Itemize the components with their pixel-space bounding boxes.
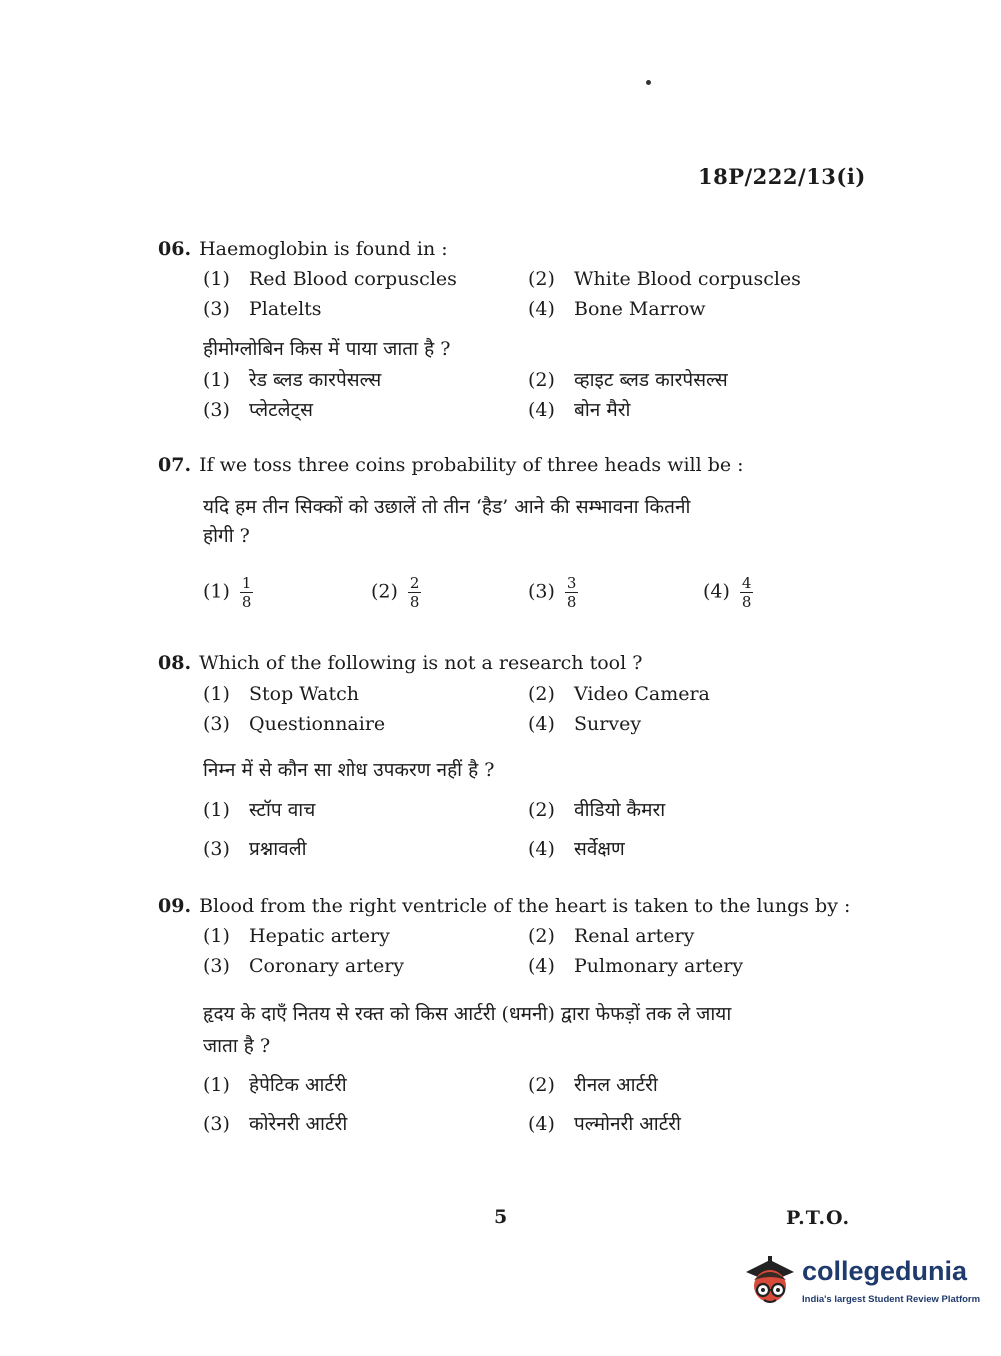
question-text-hi: हीमोग्लोबिन किस में पाया जाता है ? xyxy=(203,338,451,360)
stray-dot xyxy=(646,80,651,85)
question-text-hi-line1: हृदय के दाएँ नितय से रक्त को किस आर्टरी (धमनी) द्वारा फेफड़ों तक ले जाया xyxy=(203,1003,732,1025)
option-hi-1: (1) हेपेटिक आर्टरी xyxy=(203,1074,347,1096)
question-text-en: Blood from the right ventricle of the heart is taken to the lungs by : xyxy=(199,895,851,917)
question-number: 09. xyxy=(158,895,192,917)
option-hi-1: (1) स्टॉप वाच xyxy=(203,799,316,821)
question-07 xyxy=(158,450,858,480)
question-09 xyxy=(158,891,858,921)
question-number: 07. xyxy=(158,454,192,476)
collegedunia-watermark xyxy=(740,1250,981,1312)
question-text-hi-line2: जाता है ? xyxy=(203,1035,271,1057)
option-hi-3: (3) कोरेनरी आर्टरी xyxy=(203,1113,348,1135)
question-06 xyxy=(158,234,858,264)
mascot-icon xyxy=(740,1250,798,1310)
option-en-1: (1) Red Blood corpuscles xyxy=(203,268,457,290)
pto-label: P.T.O. xyxy=(786,1207,851,1229)
option-en-4: (4) Bone Marrow xyxy=(528,298,706,320)
option-hi-3: (3) प्लेटलेट्स xyxy=(203,399,313,421)
option-en-1: (1) Stop Watch xyxy=(203,683,360,705)
option-en-2: (2) Renal artery xyxy=(528,925,695,947)
question-number: 08. xyxy=(158,652,192,674)
page-number: 5 xyxy=(494,1206,508,1228)
paper-code: 18P/222/13(i) xyxy=(698,164,866,189)
option-en-3: (3) Platelts xyxy=(203,298,322,320)
option-hi-4: (4) सर्वेक्षण xyxy=(528,838,625,860)
option-hi-4: (4) बोन मैरो xyxy=(528,399,631,421)
option-en-2: (2) Video Camera xyxy=(528,683,710,705)
option-hi-2: (2) व्हाइट ब्लड कारपेसल्स xyxy=(528,369,728,391)
option-en-3: (3) Coronary artery xyxy=(203,955,405,977)
question-number: 06. xyxy=(158,238,192,260)
option-en-4: (4) Pulmonary artery xyxy=(528,955,744,977)
question-text-hi-line1: यदि हम तीन सिक्कों को उछालें तो तीन ‘हैड’ आने की सम्भावना कितनी xyxy=(203,496,691,518)
option-en-2: (2) White Blood corpuscles xyxy=(528,268,801,290)
option-hi-3: (3) प्रश्नावली xyxy=(203,838,307,860)
option-en-4: (4) Survey xyxy=(528,713,642,735)
brand-name: collegedunia xyxy=(802,1256,968,1286)
question-08 xyxy=(158,648,858,678)
option-hi-2: (2) वीडियो कैमरा xyxy=(528,799,666,821)
option-hi-4: (4) पल्मोनरी आर्टरी xyxy=(528,1113,681,1135)
question-text-en: If we toss three coins probability of three heads will be : xyxy=(199,454,744,476)
option-fraction-4: (4) $\frac{4}{8}$ xyxy=(703,574,752,611)
option-fraction-1: (1) $\frac{1}{8}$ xyxy=(203,574,252,611)
question-text-hi-line2: होगी ? xyxy=(203,525,250,547)
question-text-en: Haemoglobin is found in : xyxy=(199,238,448,260)
question-text-hi: निम्न में से कौन सा शोध उपकरण नहीं है ? xyxy=(203,759,495,781)
question-text-en: Which of the following is not a research tool ? xyxy=(199,652,643,674)
option-en-3: (3) Questionnaire xyxy=(203,713,386,735)
option-hi-2: (2) रीनल आर्टरी xyxy=(528,1074,658,1096)
option-fraction-3: (3) $\frac{3}{8}$ xyxy=(528,574,577,611)
option-fraction-2: (2) $\frac{2}{8}$ xyxy=(371,574,420,611)
option-hi-1: (1) रेड ब्लड कारपेसल्स xyxy=(203,369,382,391)
brand-tagline: India's largest Student Review Platform xyxy=(802,1294,981,1305)
option-en-1: (1) Hepatic artery xyxy=(203,925,390,947)
